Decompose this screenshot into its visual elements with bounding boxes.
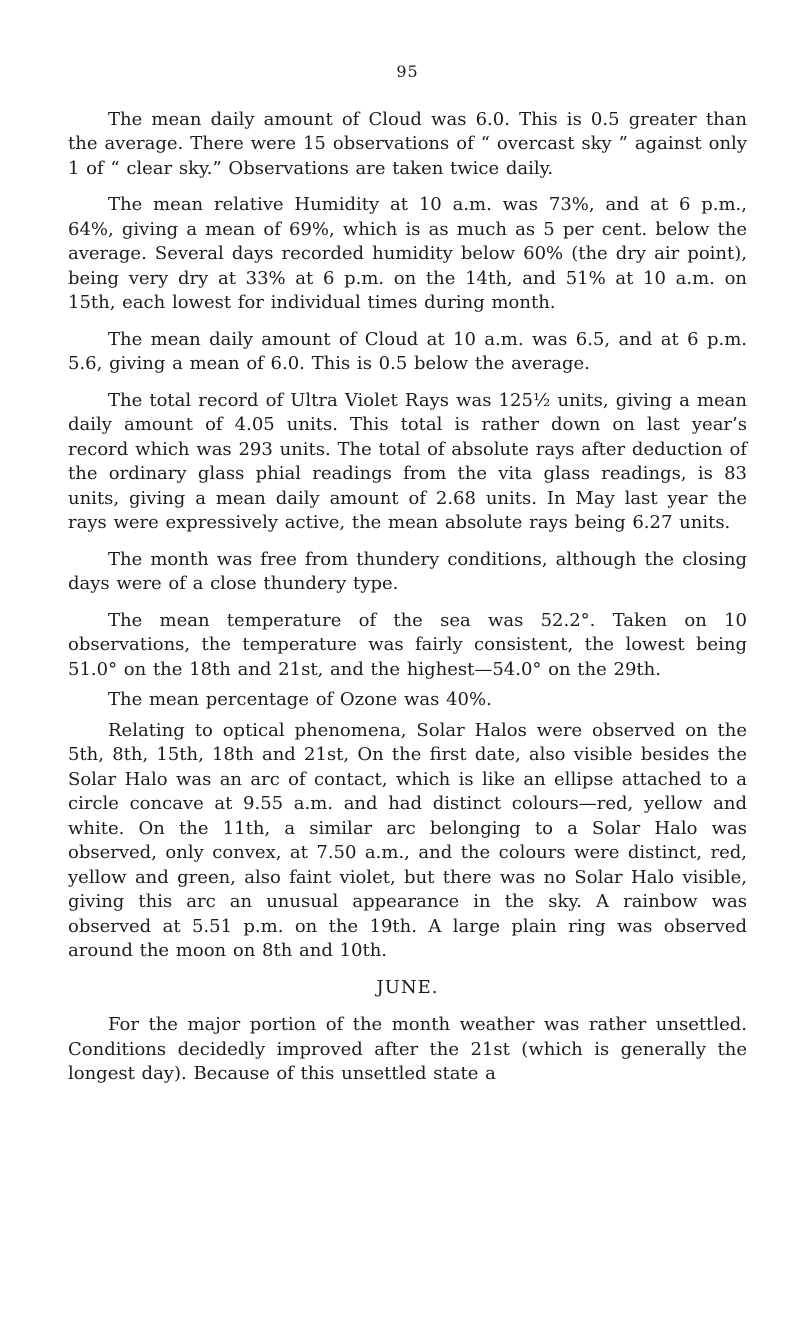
page-number: 95 [396, 62, 419, 81]
paragraph-humidity: The mean relative Humidity at 10 a.m. was 73%, and at 6 p.m., 64%, giving a mean of 69%, which is as much as 5 per cent. below the average. Several days recorded humidity below 60% (the dry air point), being very dry at 33% at 6 p.m. on the 14th, and 51% at 10 a.m. on 15th, each lowest for individual times during month. [68, 194, 747, 313]
section-heading-june: JUNE. [376, 976, 439, 998]
paragraph-thunder: The month was free from thundery conditions, although the closing days were of a close thundery type. [68, 548, 747, 594]
paragraph-ultra-violet: The total record of Ultra Violet Rays was 125½ units, giving a mean daily amount of 4.05 units. This total is rather down on last year’s record which was 293 units. The total of absolute rays after deduction of the ordinary glass phial readings from the vita glass readings, is 83 units, giving a mean daily amount of 2.68 units. In May last year the rays were expressively active, the mean absolute rays being 6.27 units. [68, 389, 747, 533]
paragraph-optical-phenomena: Relating to optical phenomena, Solar Halos were observed on the 5th, 8th, 15th, 18th and 21st, On the first date, also visible besides the Solar Halo was an arc of contact, which is like an ellipse attached to a circle concave at 9.55 a.m. and had distinct colours—red, yellow and white. On the 11th, a similar arc belonging to a Solar Halo was observed, only convex, at 7.50 a.m., and the colours were distinct, red, yellow and green, also faint violet, but there was no Solar Halo visible, giving this arc an unusual appearance in the sky. A rainbow was observed at 5.51 p.m. on the 19th. A large plain ring was observed around the moon on 8th and 10th. [68, 719, 747, 961]
paragraph-sea-temperature: The mean temperature of the sea was 52.2°. Taken on 10 observations, the temperature was fairly consistent, the lowest being 51.0° on the 18th and 21st, and the highest—54.0° on the 29th. [68, 609, 747, 680]
paragraph-ozone: The mean percentage of Ozone was 40%. [108, 689, 492, 710]
paragraph-cloud-summary: The mean daily amount of Cloud was 6.0. This is 0.5 greater than the average. There were 15 observations of “ overcast sky ” against only 1 of “ clear sky.” Observations are taken twice daily. [68, 108, 747, 179]
paragraph-cloud-times: The mean daily amount of Cloud at 10 a.m. was 6.5, and at 6 p.m. 5.6, giving a mean of 6.0. This is 0.5 below the average. [68, 328, 747, 374]
paragraph-june: For the major portion of the month weather was rather unsettled. Conditions decidedly improved after the 21st (which is generally the longest day). Because of this unsettled state a [68, 1014, 747, 1084]
